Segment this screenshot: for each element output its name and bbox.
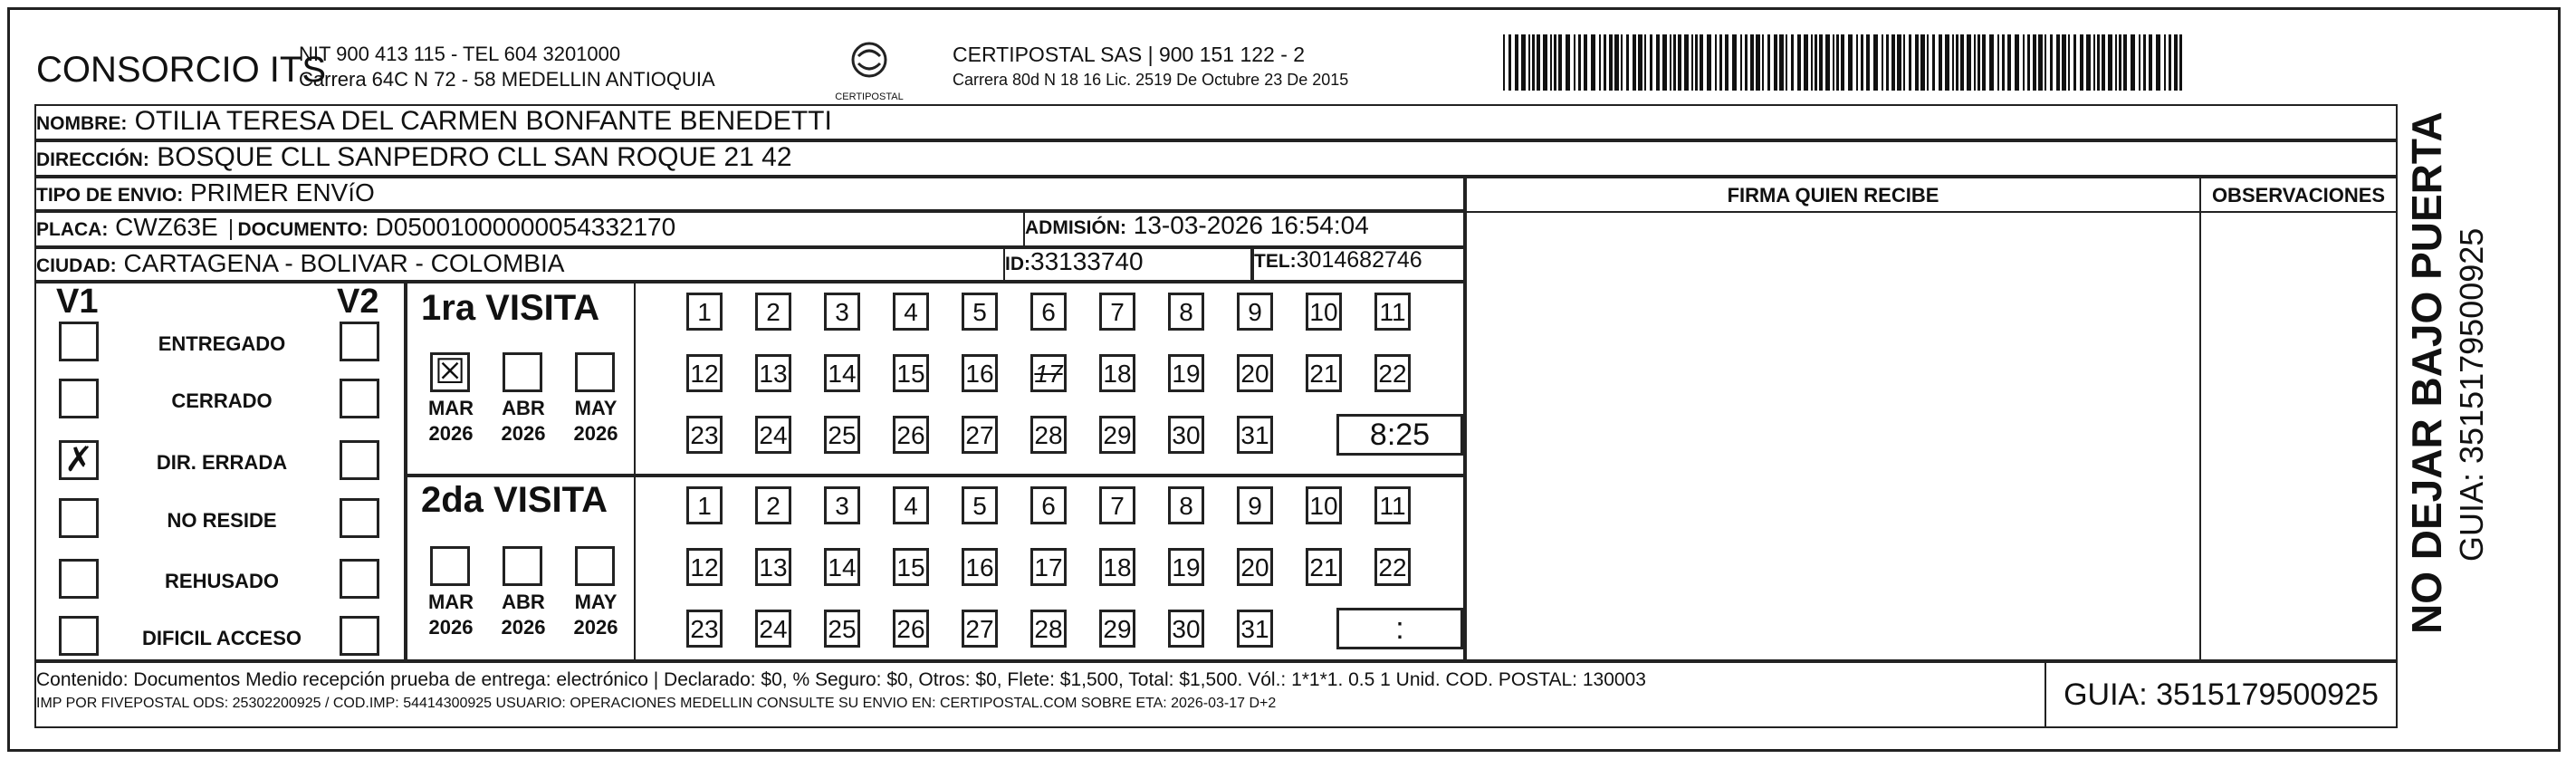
nombre-value: OTILIA TERESA DEL CARMEN BONFANTE BENEDETTI [134,106,832,136]
day-box[interactable]: 7 [1099,486,1135,524]
carrier-info [953,42,1348,92]
v2-checkbox[interactable] [340,440,379,480]
day-box[interactable]: 25 [824,416,860,454]
barcode-bar [1528,34,1530,91]
barcode-bar [1762,34,1764,91]
ciudad-label: CIUDAD: [36,255,117,276]
month-year: 2026 [501,616,546,639]
barcode-bar [1604,34,1606,91]
footer-guia: GUIA: 3515179500925 [2046,661,2398,728]
barcode-bar [1915,34,1919,91]
documento-label: DOCUMENTO: [230,219,368,240]
day-box[interactable]: 8 [1168,293,1204,331]
barcode-bar [1932,34,1935,91]
barcode-bar [1750,34,1754,91]
barcode-bar [1825,34,1830,91]
day-box[interactable]: 13 [755,548,791,586]
barcode-bar [1903,34,1905,91]
day-box[interactable]: 4 [893,293,929,331]
day-box[interactable]: 6 [1030,486,1067,524]
barcode-bar [1882,34,1883,91]
documento-value: D05001000000054332170 [375,213,676,241]
footer-content [34,661,2046,728]
barcode-bar [1633,34,1636,91]
barcode-bar [1861,34,1863,91]
day-box[interactable]: 4 [893,486,929,524]
day-box[interactable]: 29 [1099,416,1135,454]
day-box[interactable]: 23 [686,610,723,648]
visit-time[interactable]: 8:25 [1336,414,1463,456]
barcode-bar [1956,34,1958,91]
barcode-bar [1786,34,1787,91]
barcode-bar [1543,34,1547,91]
v2-checkbox[interactable] [340,559,379,599]
barcode-bar [1997,34,1999,91]
barcode-bar [1974,34,1976,91]
barcode-bar [1515,34,1518,91]
barcode-bar [2050,34,2053,91]
tipo-value: PRIMER ENVíO [189,178,375,207]
option-label: ENTREGADO [158,332,286,355]
month-label [564,396,627,447]
v2-checkbox[interactable] [340,498,379,538]
day-box[interactable]: 19 [1168,548,1204,586]
month-year: 2026 [501,422,546,445]
day-box[interactable]: 17 [1030,548,1067,586]
visit-divider [634,282,636,661]
id-value: 33133740 [1030,247,1144,275]
barcode-bar [1638,34,1642,91]
day-box[interactable]: 13 [755,354,791,392]
barcode-bar [1833,34,1834,91]
row-tipo [34,177,1465,211]
firma-column [1465,177,2201,661]
month-checkbox[interactable] [575,546,615,586]
company-nit: NIT 900 413 115 - TEL 604 3201000 [299,43,621,65]
v2-label: V2 [337,283,379,321]
row-nombre [34,104,2398,140]
side-warning: NO DEJAR BAJO PUERTA [2403,111,2450,634]
barcode-bar [1977,34,1980,91]
day-box[interactable]: 15 [893,354,929,392]
logo-icon [828,38,910,83]
day-box[interactable]: 19 [1168,354,1204,392]
barcode-bar [1670,34,1671,91]
barcode-bar [2002,34,2005,91]
barcode-bar [1621,34,1623,91]
barcode-bar [1684,34,1689,91]
day-box[interactable]: 20 [1237,354,1273,392]
v1-checkbox[interactable]: ✗ [59,440,99,480]
barcode-bar [1503,34,1505,91]
barcode-bar [2123,34,2127,91]
month-year: 2026 [428,422,474,445]
barcode-bar [1897,34,1901,91]
barcode-bar [2108,34,2112,91]
month-name: MAR [427,591,474,613]
side-guia: GUIA: 3515179500925 [2453,227,2490,562]
month-year: 2026 [573,422,618,445]
day-box[interactable]: 17 [1030,354,1067,392]
barcode-bar [1797,34,1801,91]
firma-header: FIRMA QUIEN RECIBE [1467,178,2199,213]
barcode-bar [2045,34,2046,91]
day-box[interactable]: 22 [1374,354,1411,392]
barcode-bar [2119,34,2121,91]
barcode-bar [1537,34,1540,91]
barcode-bar [2174,34,2178,91]
day-box[interactable]: 2 [755,293,791,331]
month-name: MAR [427,397,474,419]
barcode-bar [1841,34,1844,91]
barcode-bar [2102,34,2105,91]
barcode-bar [1691,34,1693,91]
day-box[interactable]: 12 [686,354,723,392]
day-box[interactable]: 2 [755,486,791,524]
day-box[interactable]: 30 [1168,416,1204,454]
barcode [1503,34,2182,91]
day-box[interactable]: 27 [962,610,998,648]
barcode-bar [2139,34,2140,91]
month-checkbox[interactable] [575,352,615,392]
barcode-bar [1566,34,1570,91]
day-box[interactable]: 11 [1374,293,1411,331]
day-box[interactable]: 23 [686,416,723,454]
day-box[interactable]: 1 [686,293,723,331]
barcode-bar [1779,34,1784,91]
barcode-bar [1909,34,1911,91]
barcode-bar [1650,34,1652,91]
barcode-bar [2027,34,2030,91]
barcode-bar [1732,34,1737,91]
barcode-bar [2038,34,2043,91]
barcode-bar [1558,34,1562,91]
placa-value: CWZ63E [115,213,218,241]
barcode-bar [1886,34,1889,91]
barcode-bar [1656,34,1660,91]
admision-label: ADMISIÓN: [1025,217,1126,238]
day-box[interactable]: 28 [1030,610,1067,648]
barcode-bar [2156,34,2160,91]
carrier-address: Carrera 80d N 18 16 Lic. 2519 De Octubre 23 De 2015 [953,71,1349,89]
barcode-bar [1811,34,1813,91]
barcode-bar [1521,34,1526,91]
barcode-bar [1960,34,1964,91]
barcode-bar [1745,34,1748,91]
day-box[interactable]: 6 [1030,293,1067,331]
day-box[interactable]: 16 [962,354,998,392]
barcode-bar [2115,34,2117,91]
barcode-bar [1920,34,1925,91]
month-checkbox[interactable] [430,546,470,586]
barcode-bar [1700,34,1703,91]
direccion-value: BOSQUE CLL SANPEDRO CLL SAN ROQUE 21 42 [157,142,792,172]
v2-checkbox[interactable] [340,379,379,418]
day-box[interactable]: 5 [962,293,998,331]
day-box[interactable]: 31 [1237,610,1273,648]
month-label [419,590,483,640]
month-checkbox[interactable] [503,546,542,586]
barcode-bar [1873,34,1878,91]
tipo-label: TIPO DE ENVIO: [36,185,184,206]
day-box[interactable]: 9 [1237,486,1273,524]
month-name: MAY [574,591,618,613]
day-box[interactable]: 21 [1306,354,1342,392]
day-box[interactable]: 11 [1374,486,1411,524]
barcode-bar [1952,34,1954,91]
barcode-bar [1989,34,1994,91]
company-name: CONSORCIO ITS [36,50,327,90]
barcode-bar [1508,34,1511,91]
day-box[interactable]: 24 [755,610,791,648]
barcode-bar [1578,34,1581,91]
barcode-bar [2093,34,2095,91]
barcode-bar [2080,34,2083,91]
month-label [419,396,483,447]
footer-line2: IMP POR FIVEPOSTAL ODS: 25302200925 / COD.IMP: 54414300925 USUARIO: OPERACIONES MEDELLIN CONSULTE SU ENVIO EN: CERTIPOSTAL.COM SOBRE ETA: 2026-03-17 D+2 [36,696,1277,711]
barcode-bar [2179,34,2182,91]
barcode-bar [1626,34,1629,91]
barcode-bar [2033,34,2036,91]
barcode-bar [2007,34,2011,91]
barcode-bar [1866,34,1870,91]
day-box[interactable]: 26 [893,610,929,648]
day-box[interactable]: 26 [893,416,929,454]
barcode-bar [1662,34,1667,91]
day-box[interactable]: 28 [1030,416,1067,454]
day-box[interactable]: 9 [1237,293,1273,331]
barcode-bar [1673,34,1676,91]
v2-checkbox[interactable] [340,322,379,361]
day-box[interactable]: 3 [824,486,860,524]
barcode-bar [1584,34,1587,91]
barcode-bar [1678,34,1681,91]
barcode-bar [1550,34,1552,91]
month-label [492,396,555,447]
barcode-bar [2062,34,2066,91]
barcode-bar [2023,34,2025,91]
admision-value: 13-03-2026 16:54:04 [1133,211,1369,239]
id-cell [1003,247,1252,282]
barcode-bar [2149,34,2152,91]
barcode-bar [2073,34,2076,91]
carrier-name: CERTIPOSTAL SAS | 900 151 122 - 2 [953,43,1306,66]
day-box[interactable]: 15 [893,548,929,586]
barcode-bar [2143,34,2146,91]
day-box[interactable]: 22 [1374,548,1411,586]
day-box[interactable]: 30 [1168,610,1204,648]
day-box[interactable]: 16 [962,548,998,586]
day-box[interactable]: 10 [1306,486,1342,524]
option-label: NO RESIDE [167,509,277,532]
barcode-bar [1856,34,1858,91]
barcode-bar [1715,34,1717,91]
barcode-bar [2056,34,2060,91]
day-box[interactable]: 12 [686,548,723,586]
day-box[interactable]: 18 [1099,548,1135,586]
barcode-bar [2015,34,2019,91]
barcode-bar [2086,34,2091,91]
day-box[interactable]: 14 [824,548,860,586]
barcode-bar [2169,34,2171,91]
day-box[interactable]: 5 [962,486,998,524]
tel-label: TEL: [1254,251,1297,272]
day-box[interactable]: 14 [824,354,860,392]
option-label: DIR. ERRADA [156,451,288,474]
option-label: CERRADO [171,389,273,412]
barcode-bar [1725,34,1729,91]
month-checkbox[interactable] [503,352,542,392]
tel-cell [1252,247,1465,282]
barcode-bar [2097,34,2100,91]
month-year: 2026 [428,616,474,639]
barcode-bar [1740,34,1742,91]
barcode-bar [1945,34,1949,91]
barcode-bar [1532,34,1535,91]
barcode-bar [1967,34,1971,91]
barcode-bar [1554,34,1556,91]
day-box[interactable]: 1 [686,486,723,524]
barcode-bar [2131,34,2135,91]
day-box[interactable]: 21 [1306,548,1342,586]
barcode-bar [1574,34,1575,91]
barcode-bar [1756,34,1760,91]
barcode-bar [1982,34,1986,91]
id-label: ID: [1005,254,1030,274]
barcode-bar [1891,34,1895,91]
placa-label: PLACA: [36,219,109,240]
day-box[interactable]: 7 [1099,293,1135,331]
row-direccion [34,140,2398,177]
barcode-bar [1791,34,1794,91]
certipostal-logo [828,38,910,103]
admision-cell [1023,211,1465,247]
nombre-label: NOMBRE: [36,113,128,134]
barcode-bar [2068,34,2070,91]
v1-label: V1 [56,283,99,321]
day-box[interactable]: 20 [1237,548,1273,586]
day-box[interactable]: 8 [1168,486,1204,524]
barcode-bar [1804,34,1808,91]
barcode-bar [1695,34,1698,91]
barcode-bar [1644,34,1646,91]
day-box[interactable]: 25 [824,610,860,648]
month-label [492,590,555,640]
option-label: DIFICIL ACCESO [141,627,302,649]
month-label [564,590,627,640]
barcode-bar [1848,34,1853,91]
ciudad-value: CARTAGENA - BOLIVAR - COLOMBIA [123,249,565,277]
month-name: ABR [502,591,545,613]
day-box[interactable]: 10 [1306,293,1342,331]
day-box[interactable]: 24 [755,416,791,454]
barcode-bar [1719,34,1722,91]
month-name: ABR [502,397,545,419]
option-label: REHUSADO [165,570,279,592]
day-box[interactable]: 3 [824,293,860,331]
v2-checkbox[interactable] [340,616,379,656]
barcode-bar [1609,34,1613,91]
barcode-bar [2164,34,2166,91]
barcode-bar [1774,34,1777,91]
barcode-bar [1815,34,1817,91]
barcode-bar [1836,34,1839,91]
barcode-bar [1599,34,1601,91]
day-box[interactable]: 27 [962,416,998,454]
barcode-bar [1927,34,1929,91]
direccion-label: DIRECCIÓN: [36,149,149,170]
barcode-bar [1819,34,1823,91]
logo-text: CERTIPOSTAL [835,91,904,102]
footer-line1: Contenido: Documentos Medio recepción prueba de entrega: electrónico | Declarado: $0, % Seguro: $0, Otros: $0, Flete: $1,500, Total: $1,500. Vól.: 1*1*1. 0.5 1 Unid. COD. POSTAL: 130003 [36,669,1646,690]
day-box[interactable]: 18 [1099,354,1135,392]
month-year: 2026 [573,616,618,639]
day-box[interactable]: 31 [1237,416,1273,454]
month-name: MAY [574,397,618,419]
day-box[interactable]: 29 [1099,610,1135,648]
barcode-bar [1939,34,1942,91]
barcode-bar [1767,34,1770,91]
tel-value: 3014682746 [1296,247,1422,273]
company-address: Carrera 64C N 72 - 58 MEDELLIN ANTIOQUIA [299,68,715,91]
barcode-bar [1614,34,1619,91]
barcode-bar [1591,34,1595,91]
observaciones-column [2201,177,2398,661]
visit2-title: 2da VISITA [421,480,608,520]
visit-time[interactable]: : [1336,608,1463,649]
observaciones-header: OBSERVACIONES [2201,178,2396,213]
company-info [299,42,715,92]
barcode-bar [1707,34,1711,91]
month-checkbox[interactable]: ☒ [430,352,470,392]
visit1-title: 1ra VISITA [421,288,600,328]
